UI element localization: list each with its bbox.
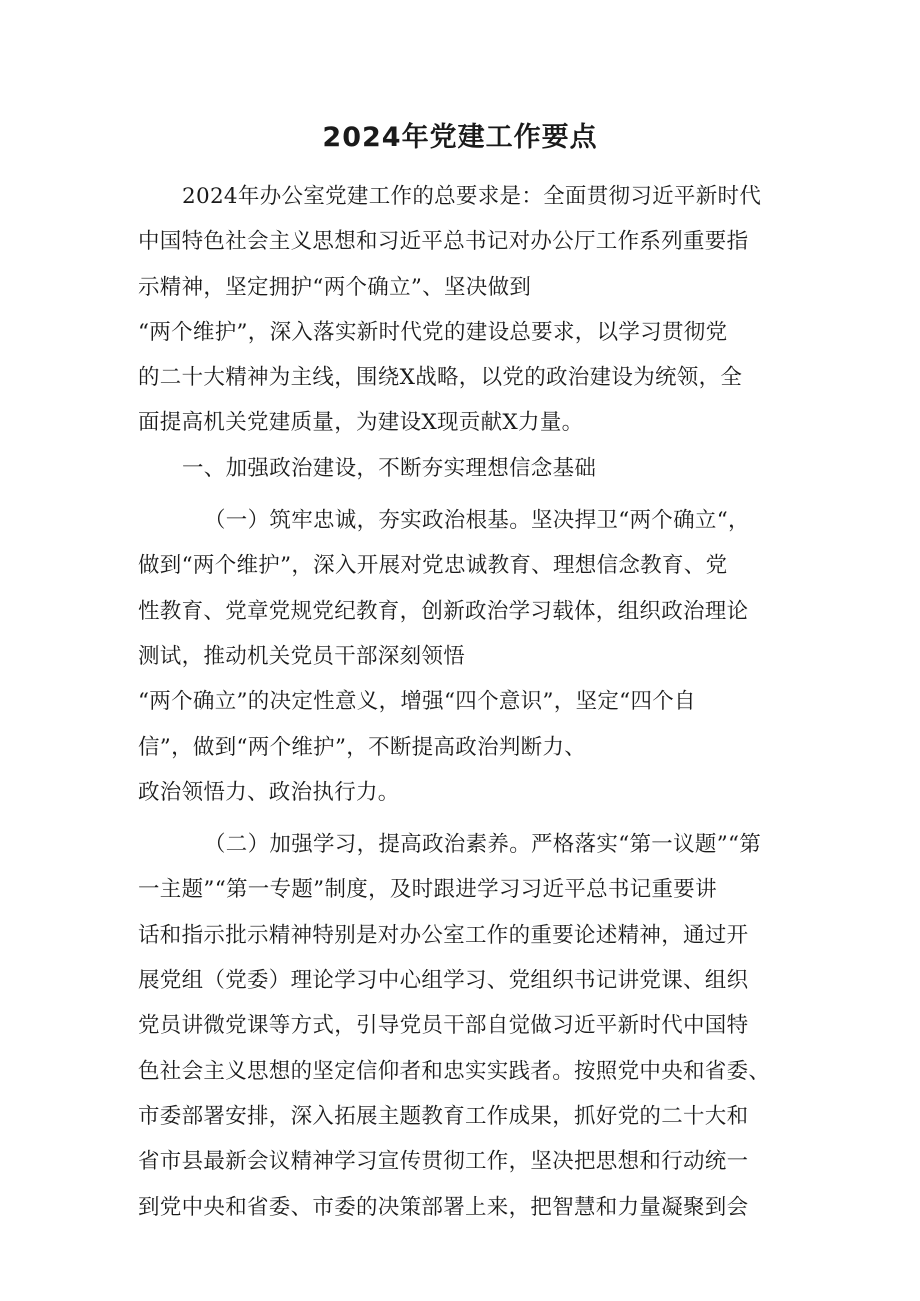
text-line: 话和指示批示精神特别是对办公室工作的重要论述精神，通过开 bbox=[138, 922, 749, 948]
text-line: 省市县最新会议精神学习宣传贯彻工作，坚决把思想和行动统一 bbox=[138, 1149, 749, 1175]
text-line: 信”，做到“两个维护”，不断提高政治判断力、 bbox=[138, 734, 587, 760]
text-line: “两个确立”的决定性意义，增强“四个意识”，坚定“四个自 bbox=[138, 689, 696, 715]
text-line: 面提高机关党建质量，为建设X现贡献X力量。 bbox=[138, 410, 584, 436]
paragraph-section-2 bbox=[138, 822, 798, 1230]
text-line: 示精神，坚定拥护“两个确立”、坚决做到 bbox=[138, 274, 532, 300]
text-line: 中国特色社会主义思想和习近平总书记对办公厅工作系列重要指 bbox=[138, 229, 749, 255]
text-line: 到党中央和省委、市委的决策部署上来，把智慧和力量凝聚到会 bbox=[138, 1194, 749, 1220]
text-line: （二）加强学习，提高政治素养。严格落实“第一议题”“第 bbox=[204, 832, 762, 858]
document-title: 2024年党建工作要点 bbox=[322, 122, 598, 153]
text-line: 政治领悟力、政治执行力。 bbox=[138, 779, 400, 805]
text-line: “两个维护”，深入落实新时代党的建设总要求，以学习贯彻党 bbox=[138, 319, 728, 345]
text-line: 展党组（党委）理论学习中心组学习、党组织书记讲党课、组织 bbox=[138, 968, 749, 994]
text-line: 市委部署安排，深入拓展主题教育工作成果，抓好党的二十大和 bbox=[138, 1103, 749, 1129]
paragraph-spacing bbox=[138, 491, 798, 498]
text-line: 2024年办公室党建工作的总要求是：全面贯彻习近平新时代 bbox=[182, 184, 762, 209]
paragraph-spacing bbox=[138, 815, 798, 822]
text-line: 党员讲微党课等方式，引导党员干部自觉做习近平新时代中国特 bbox=[138, 1013, 749, 1039]
section-heading-1 bbox=[138, 446, 798, 491]
text-line: 测试，推动机关党员干部深刻领悟 bbox=[138, 643, 466, 669]
text-line: （一）筑牢忠诚，夯实政治根基。坚决捍卫“两个确立“， bbox=[204, 508, 750, 534]
text-line: 一主题”“第一专题”制度，及时跟进学习习近平总书记重要讲 bbox=[138, 877, 717, 903]
text-line: 做到“两个维护”，深入开展对党忠诚教育、理想信念教育、党 bbox=[138, 553, 728, 579]
paragraph-section-1 bbox=[138, 498, 798, 815]
text-line: 色社会主义思想的坚定信仰者和忠实实践者。按照党中央和省委、 bbox=[138, 1058, 771, 1084]
text-line: 性教育、党章党规党纪教育，创新政治学习载体，组织政治理论 bbox=[138, 598, 749, 624]
text-line: 的二十大精神为主线，围绕X战略，以党的政治建设为统领，全 bbox=[138, 365, 743, 391]
paragraph-intro bbox=[138, 174, 798, 446]
heading-text: 一、加强政治建设，不断夯实理想信念基础 bbox=[182, 455, 597, 481]
document-body bbox=[138, 174, 798, 1230]
